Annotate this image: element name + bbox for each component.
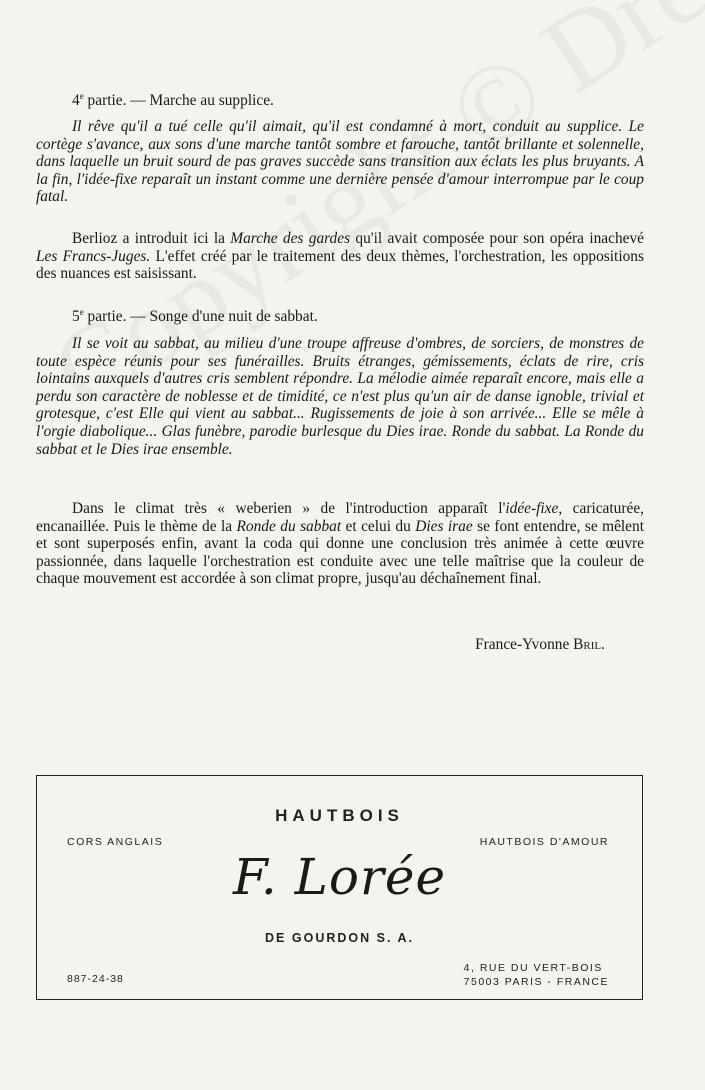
part-5-program-text: Il se voit au sabbat, au milieu d'une troupe affreuse d'ombres, de sorciers, de monstres de toute espèce réunis pour ses funérailles. Bruits étranges, gémissements, éclats de rire, cris lointains auxquels d'autres cris semblent répondre. La mélodie aimée reparaît encore, mais elle a perdu son caractère de noblesse et de timidité, ce n'est plus qu'un air de danse ignoble, trivial et grotesque, c'est Elle qui vient au sabbat... Rugissements de joie à son arrivée... Elle se mêle à l'orgie diabolique... Glas funèbre, parodie burlesque du Dies irae. Ronde du sabbat. La Ronde du sabbat et le Dies irae ensemble. — [36, 335, 644, 458]
part-5-comment-em-3: Dies irae — [415, 517, 473, 535]
ad-address — [464, 961, 609, 989]
part-4-program-text: Il rêve qu'il a tué celle qu'il aimait, qu'il est condamné à mort, conduit au supplice. Le cortège s'avance, aux sons d'une marche tantôt sombre et farouche, tantôt brillante et solennelle, dans laquelle un bruit sourd de pas graves succède sans transition aux éclats les plus bruyants. A la fin, l'idée-fixe reparaît un instant comme une dernière pensée d'amour interrompue par le coup fatal. — [36, 118, 644, 206]
ad-title: HAUTBOIS — [275, 806, 404, 825]
part-4-ordinal: e — [79, 91, 84, 101]
part-4-comment-em-1: Marche des gardes — [230, 230, 351, 247]
part-5-number: 5 — [72, 308, 80, 325]
part-4-commentary — [36, 230, 644, 283]
ad-left-item: CORS ANGLAIS — [67, 836, 164, 848]
author-last-name: Bril. — [573, 636, 605, 653]
part-4-title: partie. — Marche au supplice. — [83, 92, 274, 109]
part-5-title: partie. — Songe d'une nuit de sabbat. — [83, 308, 318, 325]
part-5-heading — [36, 303, 644, 326]
part-4-program — [36, 118, 644, 206]
ad-phone: 887-24-38 — [67, 973, 124, 985]
loree-advertisement — [36, 775, 643, 1000]
part-5-comment-4: se font entendre, se mêlent et sont superposés enfin, avant la coda qui donne une conclusion très animée à cette œuvre passionnée, dans laquelle l'orchestration est conduite avec une telle maîtrise que la couleur de chaque mouvement est accordée à son climat propre, jusqu'au déchaînement final. — [36, 517, 644, 588]
loree-logo: F. Lorée — [232, 848, 447, 906]
part-5-comment-em-1: idée-fixe, — [505, 500, 563, 517]
ad-address-line-2: 75003 PARIS - FRANCE — [463, 976, 609, 988]
part-4-comment-3: L'effet créé par le traitement des deux thèmes, l'orchestration, les oppositions des nuances est saisissant. — [36, 247, 644, 283]
part-5-comment-2: caricaturée, encanaillée. Puis le thème de la — [36, 500, 644, 535]
part-5-comment-em-2: Ronde du sabbat — [236, 517, 342, 535]
part-4-heading — [36, 87, 644, 110]
part-5-comment-1: Dans le climat très « weberien » de l'introduction apparaît l' — [72, 500, 506, 517]
part-5-comment-3: et celui du — [341, 517, 416, 535]
part-4-comment-1: Berlioz a introduit ici la — [72, 230, 231, 247]
ad-right-item: HAUTBOIS D'AMOUR — [479, 836, 609, 848]
author-signature — [475, 636, 605, 654]
part-4-comment-2: qu'il avait composée pour son opéra inachevé — [350, 230, 644, 247]
part-4-comment-em-2: Les Francs-Juges. — [36, 247, 151, 265]
part-5-program — [36, 335, 644, 458]
part-4-number: 4 — [72, 92, 80, 109]
part-5-ordinal: e — [79, 307, 84, 317]
ad-company-name: DE GOURDON S. A. — [265, 931, 414, 945]
ad-address-line-1: 4, RUE DU VERT-BOIS — [463, 962, 603, 974]
author-first-name: France-Yvonne — [475, 636, 574, 653]
part-5-commentary — [36, 500, 644, 588]
